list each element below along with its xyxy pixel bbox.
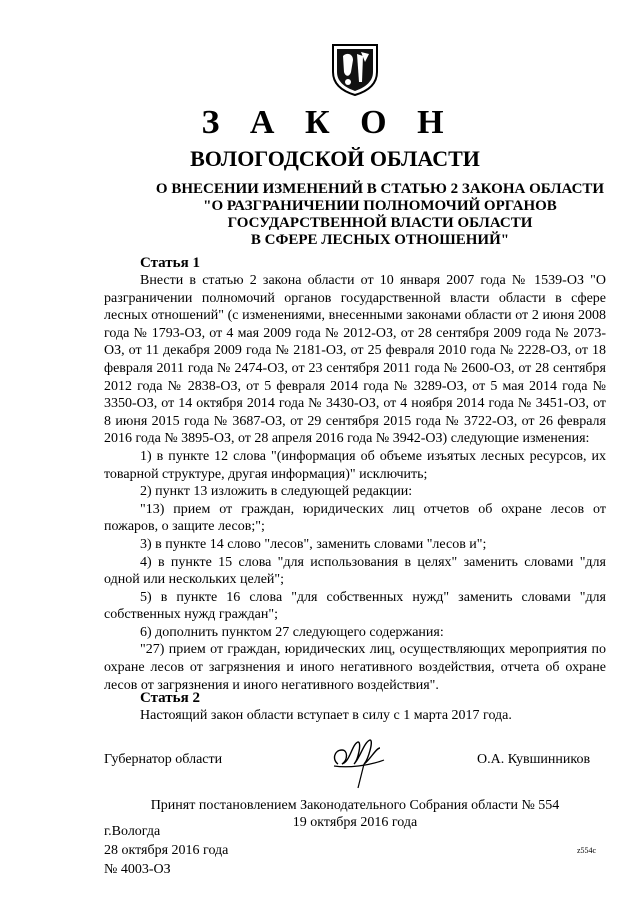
list-item: 6) дополнить пунктом 27 следующего содержания: [140,624,444,640]
subtitle-line: О ВНЕСЕНИИ ИЗМЕНЕНИЙ В СТАТЬЮ 2 ЗАКОНА ОБЛАСТИ [155,181,605,197]
article-2-body [104,707,606,725]
subtitle-line: "О РАЗГРАНИЧЕНИИ ПОЛНОМОЧИЙ ОРГАНОВ [203,198,557,214]
adoption-line: Принят постановлением Законодательного Собрания области № 554 [150,798,560,813]
article-2-heading: Статья 2 [140,690,200,706]
document-code: z554c [577,846,597,855]
governor-title: Губернатор области [104,752,223,767]
handwritten-signature-icon [328,730,388,790]
adoption-date: 19 октября 2016 года [292,815,418,830]
signing-city: г.Вологда [104,824,161,839]
article-1-body [104,272,606,694]
list-item: "27) прием от граждан, юридических лиц, осуществляющих мероприятия по охране лесов от загрязнения и иного негативного воздействия, отчета об охране лесов от загрязнения и иного негативного воздействия". [104,642,606,693]
law-subtitle [150,181,610,249]
list-item: 2) пункт 13 изложить в следующей редакции: [140,484,413,500]
signing-date: 28 октября 2016 года [104,843,229,858]
law-title: З А К О Н [201,104,455,141]
subtitle-line: ГОСУДАРСТВЕННОЙ ВЛАСТИ ОБЛАСТИ [227,215,533,231]
region-title: ВОЛОГОДСКОЙ ОБЛАСТИ [190,146,480,171]
governor-name: О.А. Кувшинников [477,752,591,767]
subtitle-line: В СФЕРЕ ЛЕСНЫХ ОТНОШЕНИЙ" [250,232,510,248]
coat-of-arms-icon [329,42,381,96]
list-item: "13) прием от граждан, юридических лиц отчетов об охране лесов от пожаров, о защите лесов;"; [104,501,606,535]
list-item: 5) в пункте 16 слова "для собственных нужд" заменить словами "для собственных нужд граждан"; [104,589,606,623]
list-item: 4) в пункте 15 слова "для использования в целях" заменить словами "для одной или нескольких целей"; [104,554,606,588]
signing-details [104,822,228,879]
article-2-text: Настоящий закон области вступает в силу с 1 марта 2017 года. [140,708,512,723]
list-item: 1) в пункте 12 слова "(информация об объеме изъятых лесных ресурсов, их товарной структуре, другая информация)" исключить; [104,448,606,482]
law-number: № 4003-ОЗ [104,862,171,877]
list-item: 3) в пункте 14 слово "лесов", заменить словами "лесов и"; [140,536,487,552]
article-1-heading: Статья 1 [140,255,200,271]
article-1-intro: Внести в статью 2 закона области от 10 января 2007 года № 1539-ОЗ "О разграничении полномочий органов государственной власти области в сфере лесных отношений" (с изменениями, внесенными законами области от 2 июня 2008 года № 1793-ОЗ, от 4 мая 2009 года № 2012-ОЗ, от 28 сентября 2009 года № 2073-ОЗ, от 11 декабря 2009 года № 2181-ОЗ, от 25 февраля 2010 года № 2228-ОЗ, от 18 февраля 2011 года № 2474-ОЗ, от 23 сентября 2011 года № 2600-ОЗ, от 28 сентября 2012 года № 2838-ОЗ, от 5 февраля 2014 года № 3289-ОЗ, от 5 мая 2014 года № 3350-ОЗ, от 14 октября 2014 года № 3430-ОЗ, от 4 ноября 2014 года № 3451-ОЗ, от 8 июня 2015 года № 3687-ОЗ, от 29 сентября 2015 года № 3722-ОЗ, от 26 февраля 2016 года № 3895-ОЗ, от 28 апреля 2016 года № 3942-ОЗ) следующие изменения: [104,273,606,447]
